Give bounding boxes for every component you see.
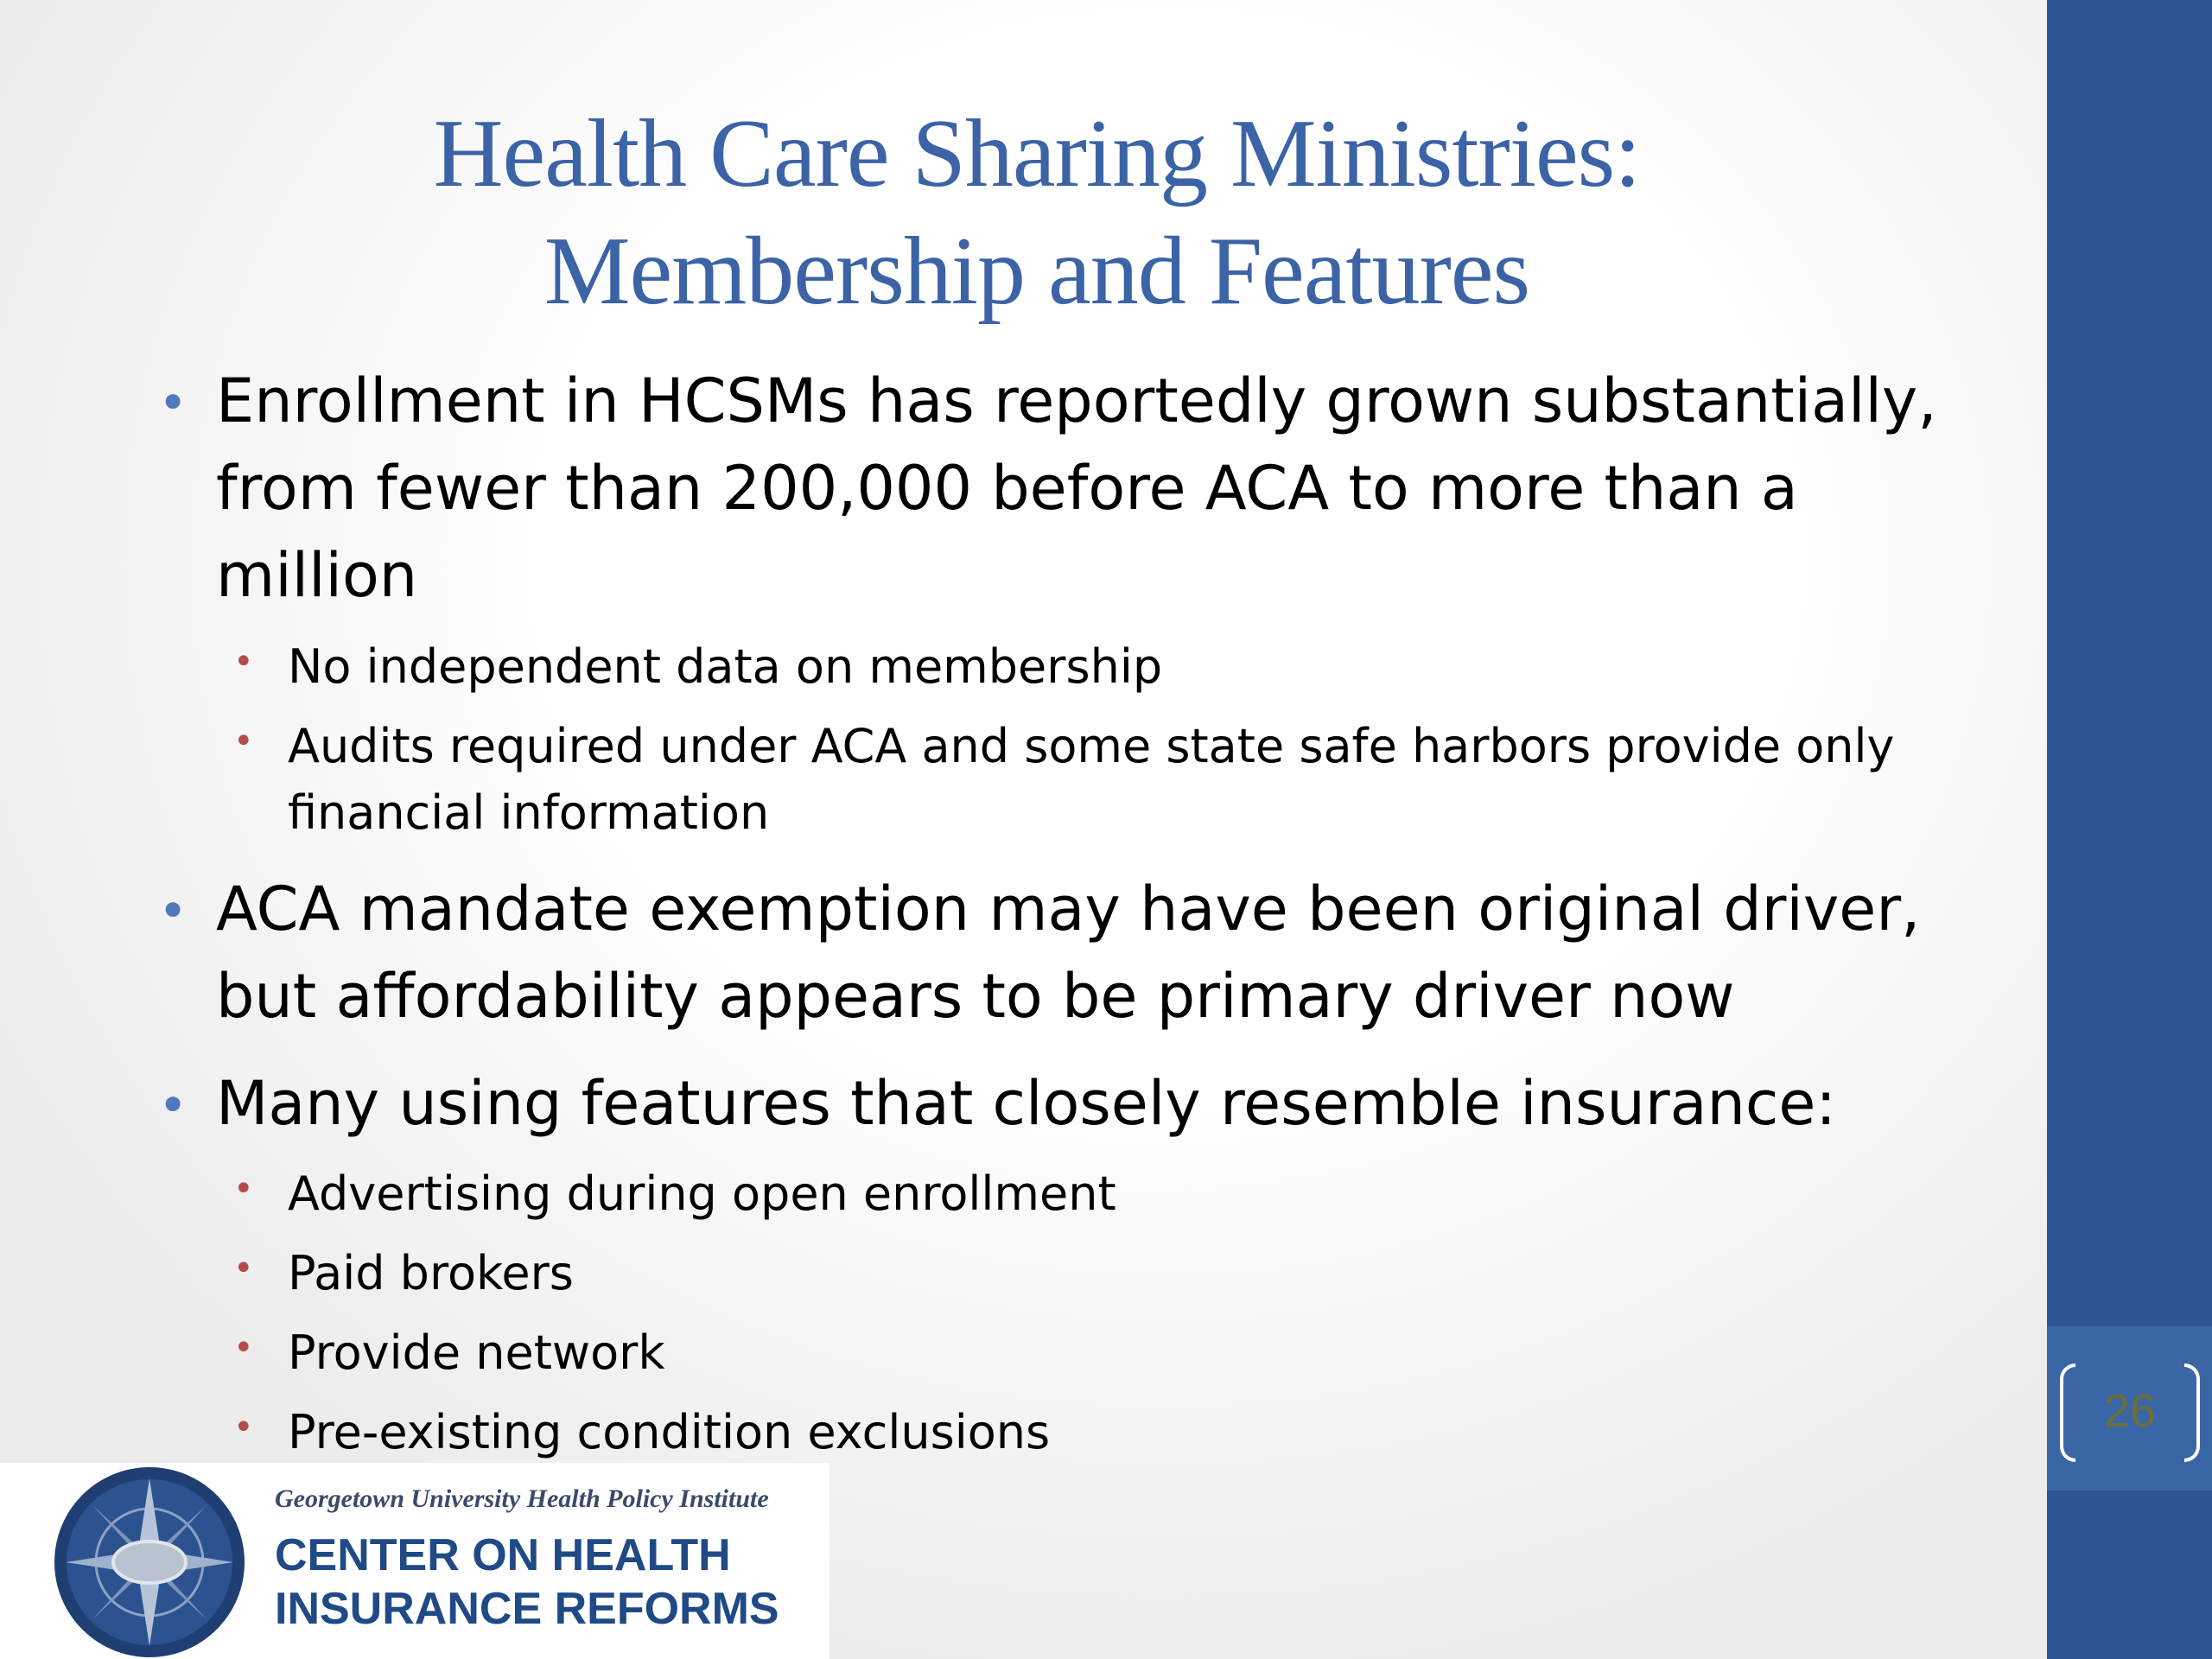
sub-bullet-dot-icon: • [233, 642, 254, 682]
bullet-2-line-2: but affordability appears to be primary driver now [216, 961, 1735, 1032]
title-line-1: Health Care Sharing Ministries: [433, 100, 1641, 207]
bullet-1-line-3: million [216, 540, 418, 611]
sub-bullet-dot-icon: • [233, 721, 254, 761]
sub-bullet-1-1: No independent data on membership [288, 639, 1163, 694]
left-bracket-icon [2060, 1363, 2075, 1462]
sub-bullet-1-2-line-2: financial information [288, 785, 770, 840]
bullet-1-line-2: from fewer than 200,000 before ACA to more than a [216, 453, 1798, 524]
page-number-badge [2060, 1363, 2200, 1459]
sub-bullet-3-4: Pre-existing condition exclusions [288, 1405, 1051, 1459]
sub-bullet-1-2-line-1: Audits required under ACA and some state safe harbors provide only [288, 719, 1895, 773]
sub-bullet-dot-icon: • [233, 1249, 254, 1288]
org-name-line-1: CENTER ON HEALTH [275, 1530, 731, 1580]
compass-logo-icon [54, 1466, 245, 1658]
org-name-line-2: INSURANCE REFORMS [275, 1584, 779, 1634]
sub-bullet-dot-icon: • [233, 1408, 254, 1447]
bullet-1-line-1: Enrollment in HCSMs has reportedly grown substantially, [216, 365, 1937, 436]
bullet-3-line-1: Many using features that closely resemble insurance: [216, 1068, 1836, 1139]
right-bracket-icon [2184, 1363, 2200, 1462]
bullet-2-line-1: ACA mandate exemption may have been original driver, [216, 874, 1921, 944]
sub-bullet-3-3: Provide network [288, 1325, 665, 1380]
sub-bullet-3-2: Paid brokers [288, 1246, 574, 1300]
bullet-dot-icon: • [158, 881, 188, 940]
page-number: 26 [2103, 1385, 2157, 1437]
institute-name: Georgetown University Health Policy Institute [275, 1484, 769, 1513]
bullet-dot-icon: • [158, 373, 188, 432]
sub-bullet-dot-icon: • [233, 1328, 254, 1368]
sub-bullet-dot-icon: • [233, 1169, 254, 1209]
title-line-2: Membership and Features [543, 218, 1530, 325]
slide-title [173, 95, 1901, 330]
bullet-dot-icon: • [158, 1076, 188, 1135]
sub-bullet-3-1: Advertising during open enrollment [288, 1166, 1116, 1221]
